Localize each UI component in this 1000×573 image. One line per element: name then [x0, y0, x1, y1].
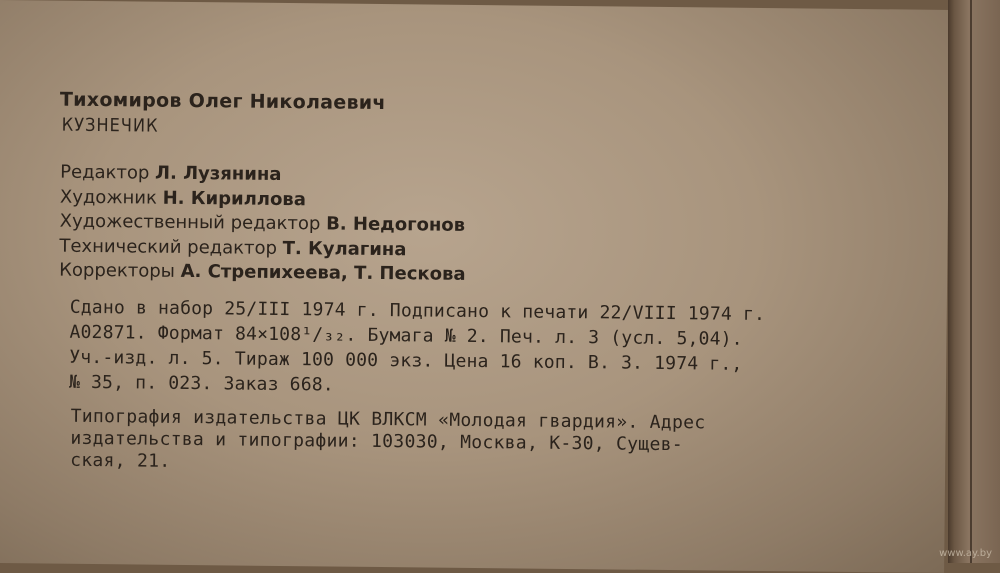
- credit-name: А. Стрепихеева, Т. Пескова: [180, 260, 466, 285]
- credit-art-editor: [60, 210, 467, 239]
- credit-name: Н. Кириллова: [162, 187, 307, 210]
- book-spine-edge: [970, 0, 972, 563]
- publication-line: Сдано в набор 25/III 1974 г. Подписано к печати 22/VIII 1974 г.: [69, 296, 766, 326]
- credit-role: Корректоры: [59, 259, 181, 282]
- credit-role: Художественный редактор: [59, 210, 327, 235]
- credit-role: Редактор: [60, 161, 156, 184]
- printing-line: Типография издательства ЦК ВЛКСМ «Молодая гвардия». Адрес: [70, 405, 706, 434]
- credits-block: [59, 161, 467, 288]
- credit-role: Художник: [59, 186, 163, 209]
- credit-name: Л. Лузянина: [155, 162, 282, 185]
- credit-proofreaders: [59, 259, 466, 288]
- printing-house-details: [70, 406, 705, 479]
- watermark: www.ay.by: [939, 548, 992, 559]
- author-name: Тихомиров Олег Николаевич: [59, 88, 386, 115]
- printing-line: ская, 21.: [70, 449, 171, 472]
- page-gutter: [948, 0, 1000, 563]
- publication-line: № 35, п. 023. Заказ 668.: [68, 371, 334, 396]
- credit-name: Т. Кулагина: [282, 237, 407, 260]
- credit-editor: [60, 161, 467, 190]
- publication-line: А02871. Формат 84×108¹/₃₂. Бумага № 2. Печ. л. 3 (усл. 5,04).: [69, 321, 743, 350]
- publication-details: [69, 295, 765, 402]
- credit-name: В. Недогонов: [326, 213, 466, 236]
- printing-line: издательства и типографии: 103030, Москва, К-30, Сущев-: [70, 427, 684, 456]
- credit-role: Технический редактор: [59, 235, 283, 259]
- book-title: КУЗНЕЧИК: [61, 114, 159, 137]
- publication-line: Уч.-изд. л. 5. Тираж 100 000 экз. Цена 16 коп. В. 3. 1974 г.,: [69, 346, 743, 375]
